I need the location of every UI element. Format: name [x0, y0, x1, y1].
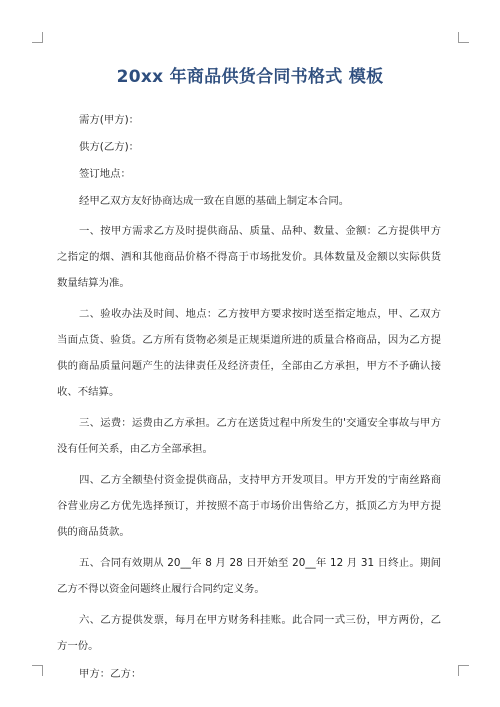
clause-3: 三、运费：运费由乙方承担。乙方在送货过程中所发生的'交通安全事故与甲方没有任何关系，由乙方全部承担。: [57, 417, 441, 455]
crop-mark-bottom-right: [458, 665, 469, 676]
clause-2: 二、验收办法及时间、地点：乙方按甲方要求按时送至指定地点，甲、乙双方当面点货、验货。乙方所有货物必须是正规渠道所进的质量合格商品，因为乙方提供的商品质量问题产生的法律责任及经济责任，全部由乙方承担，甲方不予确认接收、不结算。: [57, 308, 441, 398]
signature-line: 甲方：乙方：: [79, 668, 142, 680]
clause-4: 四、乙方全额垫付资金提供商品，支持甲方开发项目。甲方开发的宁南丝路商谷营业房乙方优先选择预订，并按照不高于市场价出售给乙方，抵顶乙方为甲方提供的商品货款。: [57, 474, 441, 538]
document-body: [57, 110, 441, 691]
supplier-field: 供方(乙方)：: [79, 141, 140, 153]
intro-paragraph: 经甲乙双方友好协商达成一致在自愿的基础上制定本合同。: [79, 195, 350, 207]
clause-5: 五、合同有效期从 20__年 8 月 28 日开始至 20__年 12 月 31 日终止。期间乙方不得以资金问题终止履行合同约定义务。: [57, 557, 441, 595]
buyer-field: 需方(甲方)：: [79, 114, 140, 126]
crop-mark-top-right: [458, 32, 469, 43]
signing-location-field: 签订地点：: [79, 168, 131, 180]
crop-mark-bottom-left: [32, 665, 43, 676]
document-title: 20xx 年商品供货合同书格式 模板: [116, 67, 384, 87]
crop-mark-top-left: [32, 32, 43, 43]
clause-1: 一、按甲方需求乙方及时提供商品、质量、品种、数量、金额：乙方提供甲方之指定的烟、酒和其他商品价格不得高于市场批发价。具体数量及金额以实际供货数量结算为准。: [57, 225, 441, 289]
clause-6: 六、乙方提供发票，每月在甲方财务科挂账。此合同一式三份，甲方两份，乙方一份。: [57, 614, 441, 652]
